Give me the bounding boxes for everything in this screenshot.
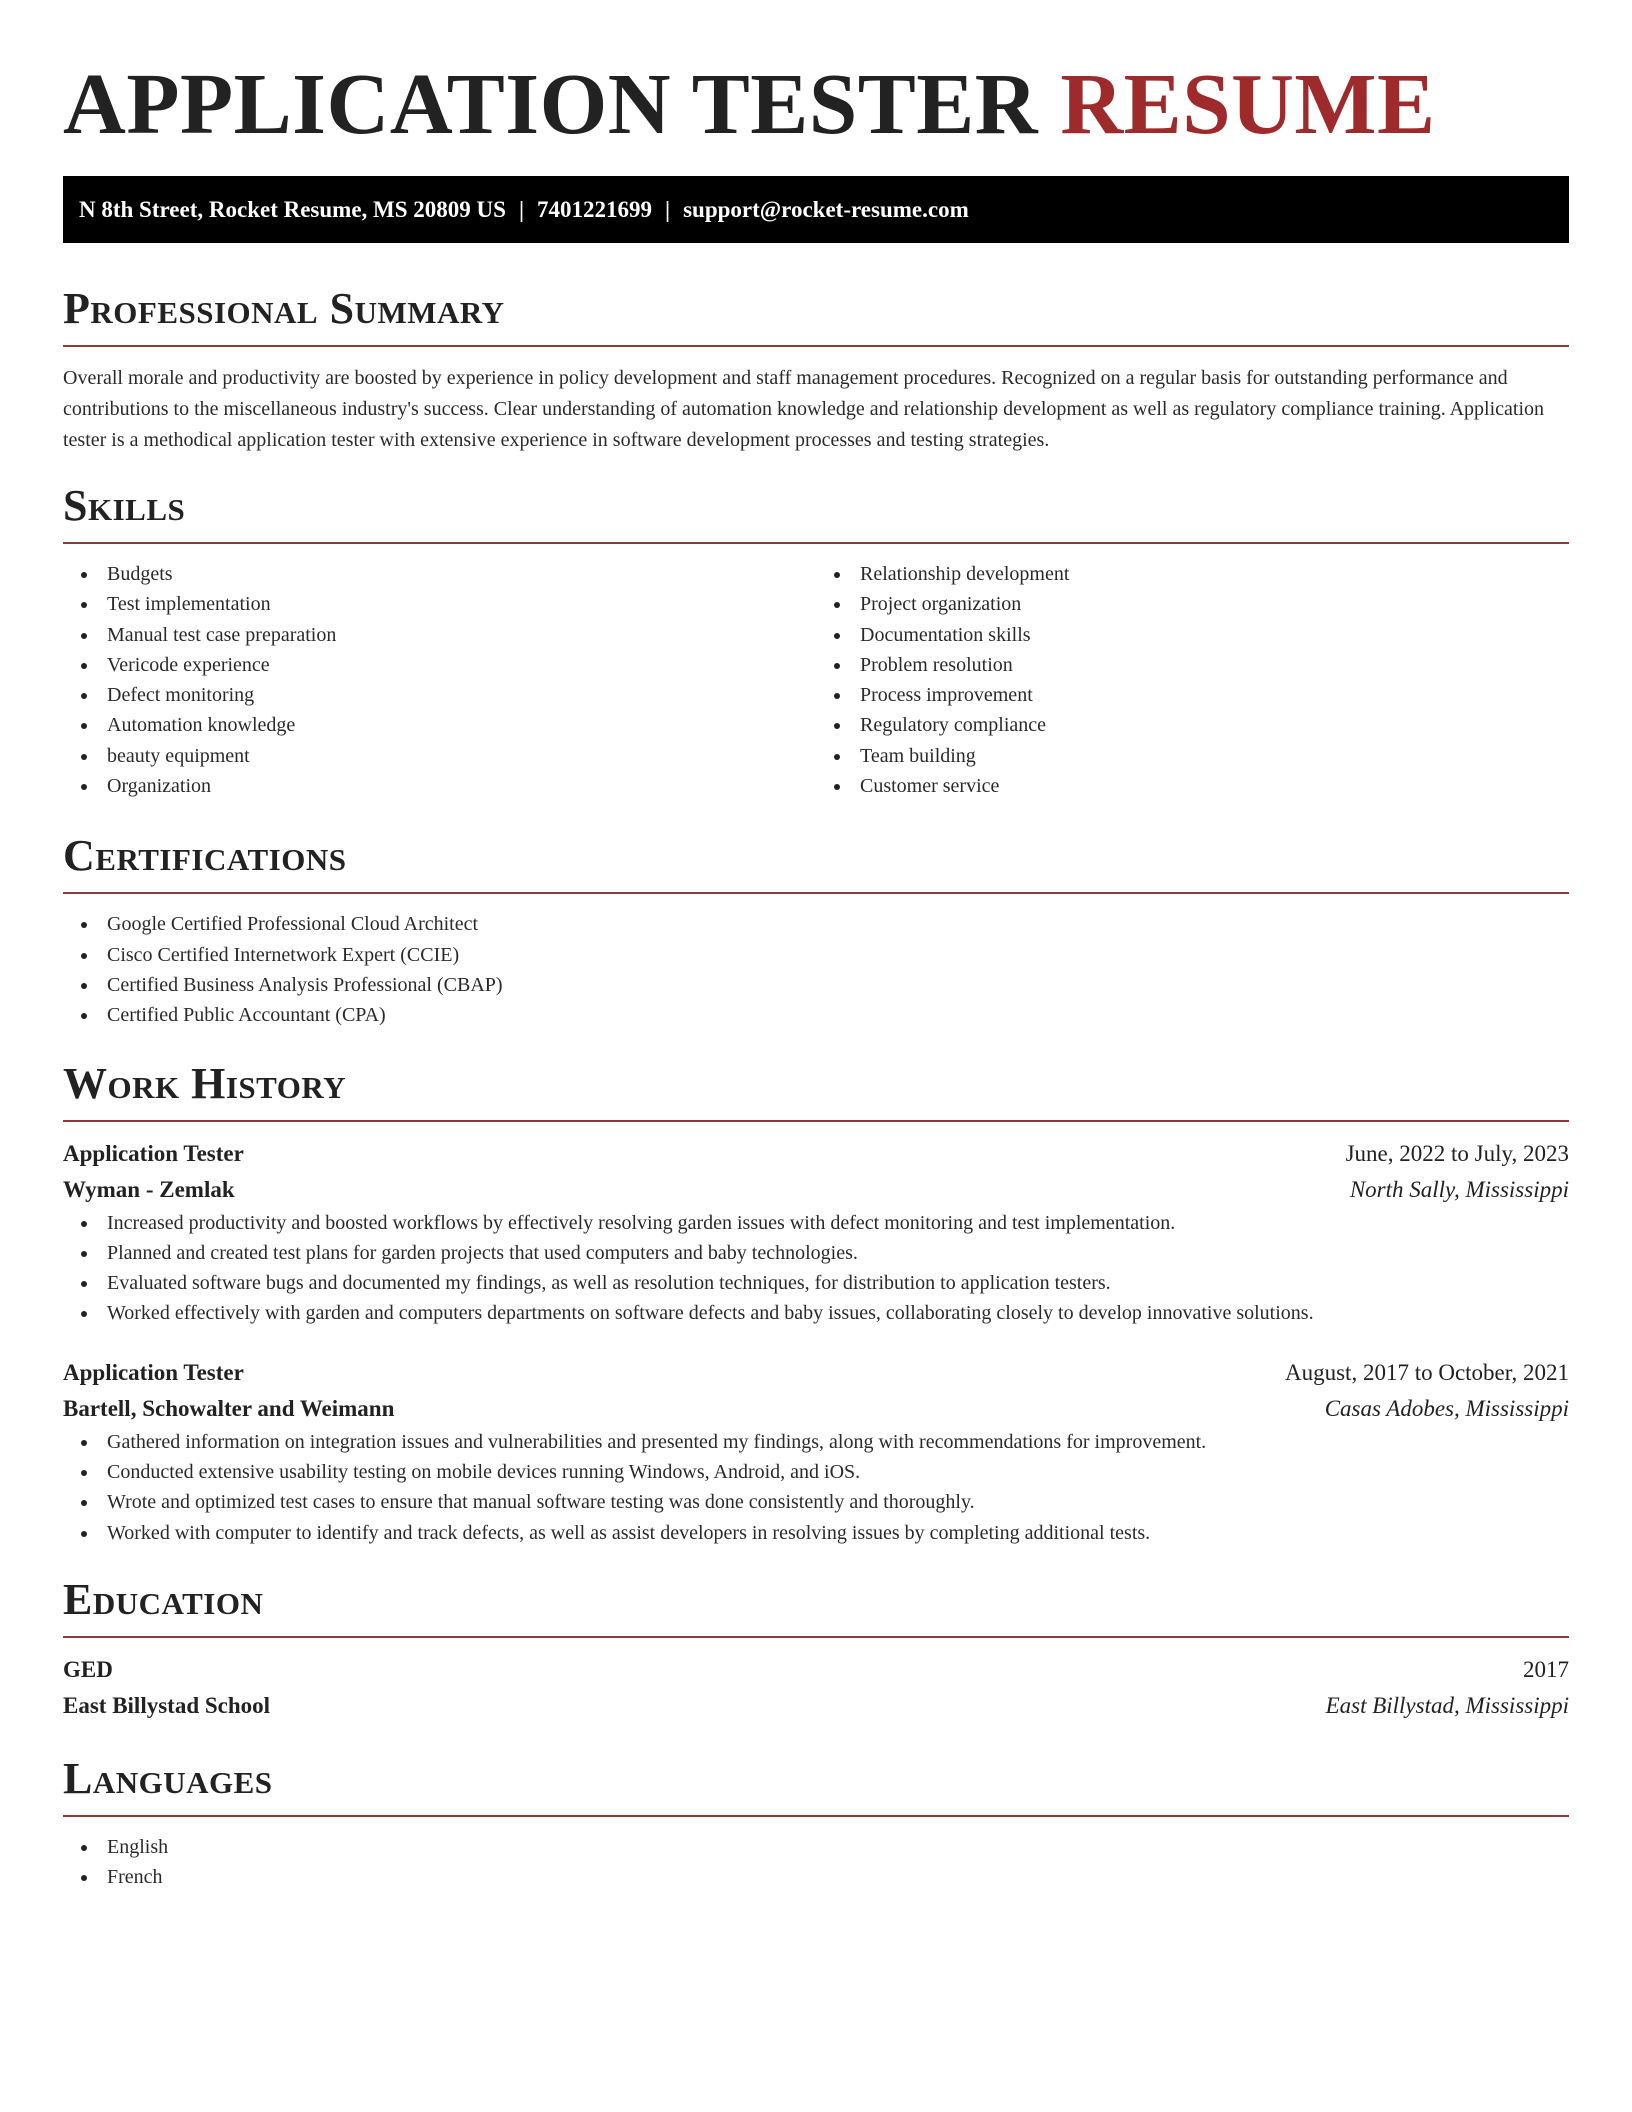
education-school: East Billystad School — [63, 1692, 271, 1718]
list-item: Manual test case preparation — [63, 620, 816, 650]
title-accent: RESUME — [1060, 55, 1436, 152]
list-item: Worked with computer to identify and track defects, as well as assist developers in resolving issues by completing additional tests. — [63, 1518, 1569, 1548]
list-item: Problem resolution — [816, 650, 1569, 680]
list-item: Project organization — [816, 589, 1569, 619]
certifications-section — [63, 830, 1569, 1030]
certifications-list — [63, 909, 1569, 1030]
section-title-skills: Skills — [63, 481, 186, 530]
education-section — [63, 1574, 1569, 1724]
list-item: Vericode experience — [63, 650, 816, 680]
work-history-section — [63, 1058, 1569, 1548]
list-item: Cisco Certified Internetwork Expert (CCIE) — [63, 940, 1569, 970]
list-item: Evaluated software bugs and documented my findings, as well as resolution techniques, for distribution to application testers. — [63, 1268, 1569, 1298]
list-item: Certified Public Accountant (CPA) — [63, 1000, 1569, 1030]
list-item: Increased productivity and boosted workflows by effectively resolving garden issues with defect monitoring and test implementation. — [63, 1208, 1569, 1238]
list-item: beauty equipment — [63, 741, 816, 771]
contact-email[interactable]: support@rocket-resume.com — [683, 197, 969, 222]
list-item: Documentation skills — [816, 620, 1569, 650]
section-divider — [63, 542, 1569, 544]
list-item: French — [63, 1862, 1569, 1892]
contact-separator: | — [665, 197, 671, 222]
education-year: 2017 — [1523, 1656, 1569, 1682]
list-item: Wrote and optimized test cases to ensure that manual software testing was done consistently and thoroughly. — [63, 1487, 1569, 1517]
section-title-languages: Languages — [63, 1753, 273, 1803]
list-item: Budgets — [63, 559, 816, 589]
job-duties-list — [63, 1208, 1569, 1329]
contact-address: N 8th Street, Rocket Resume, MS 20809 US — [79, 197, 506, 222]
summary-text: Overall morale and productivity are boosted by experience in policy development and staff management procedures. Recognized on a regular basis for outstanding performance and contributions to the miscellaneous industry's success. Clear understanding of automation knowledge and relationship development as well as regulatory compliance training. Application tester is a methodical application tester with extensive experience in software development processes and testing strategies. — [63, 367, 1545, 451]
skills-list-right — [816, 559, 1569, 801]
education-location: East Billystad, Mississippi — [1325, 1692, 1569, 1718]
education-school-row — [63, 1688, 1569, 1724]
list-item: Defect monitoring — [63, 680, 816, 710]
section-title-certifications: Certifications — [63, 831, 347, 881]
job-dates: June, 2022 to July, 2023 — [1345, 1140, 1569, 1166]
list-item: Test implementation — [63, 589, 816, 619]
job-company-row — [63, 1172, 1569, 1208]
job-entry — [63, 1136, 1569, 1329]
list-item: Regulatory compliance — [816, 710, 1569, 740]
contact-separator: | — [518, 197, 525, 222]
contact-bar — [63, 176, 1569, 243]
skills-section — [63, 480, 1569, 801]
section-divider — [63, 892, 1569, 894]
job-dates: August, 2017 to October, 2021 — [1285, 1359, 1569, 1385]
education-degree: GED — [63, 1656, 113, 1682]
job-header-row — [63, 1355, 1569, 1391]
resume-title — [63, 54, 1569, 154]
list-item: Worked effectively with garden and computers departments on software defects and baby issues, collaborating closely to develop innovative solutions. — [63, 1298, 1569, 1328]
list-item: Relationship development — [816, 559, 1569, 589]
list-item: Gathered information on integration issues and vulnerabilities and presented my findings, along with recommendations for improvement. — [63, 1427, 1569, 1457]
job-company: Wyman - Zemlak — [63, 1176, 235, 1202]
job-location: North Sally, Mississippi — [1349, 1176, 1569, 1202]
job-title: Application Tester — [63, 1140, 244, 1166]
list-item: Organization — [63, 771, 816, 801]
title-main: APPLICATION TESTER — [63, 55, 1039, 152]
section-title-education: Education — [63, 1574, 264, 1624]
list-item: Process improvement — [816, 680, 1569, 710]
skills-column-right — [816, 559, 1569, 801]
skills-list-left — [63, 559, 816, 801]
section-divider — [63, 1120, 1569, 1122]
languages-list — [63, 1832, 1569, 1893]
education-entry — [63, 1652, 1569, 1724]
skills-grid — [63, 559, 1569, 801]
job-header-row — [63, 1136, 1569, 1172]
list-item: Automation knowledge — [63, 710, 816, 740]
section-divider — [63, 345, 1569, 347]
list-item: English — [63, 1832, 1569, 1862]
job-company: Bartell, Schowalter and Weimann — [63, 1395, 395, 1421]
list-item: Team building — [816, 741, 1569, 771]
section-divider — [63, 1815, 1569, 1817]
job-location: Casas Adobes, Mississippi — [1324, 1395, 1569, 1421]
list-item: Conducted extensive usability testing on mobile devices running Windows, Android, and iOS. — [63, 1457, 1569, 1487]
section-title-summary: Professional Summary — [63, 284, 505, 333]
contact-phone[interactable]: 7401221699 — [537, 197, 653, 222]
list-item: Google Certified Professional Cloud Architect — [63, 909, 1569, 939]
education-header-row — [63, 1652, 1569, 1688]
summary-section — [63, 283, 1569, 456]
section-divider — [63, 1636, 1569, 1638]
skills-column-left — [63, 559, 816, 801]
job-title: Application Tester — [63, 1359, 244, 1385]
section-title-work-history: Work History — [63, 1058, 347, 1108]
languages-section — [63, 1753, 1569, 1893]
list-item: Certified Business Analysis Professional (CBAP) — [63, 970, 1569, 1000]
job-duties-list — [63, 1427, 1569, 1548]
job-entry — [63, 1355, 1569, 1548]
job-company-row — [63, 1391, 1569, 1427]
list-item: Planned and created test plans for garden projects that used computers and baby technologies. — [63, 1238, 1569, 1268]
list-item: Customer service — [816, 771, 1569, 801]
